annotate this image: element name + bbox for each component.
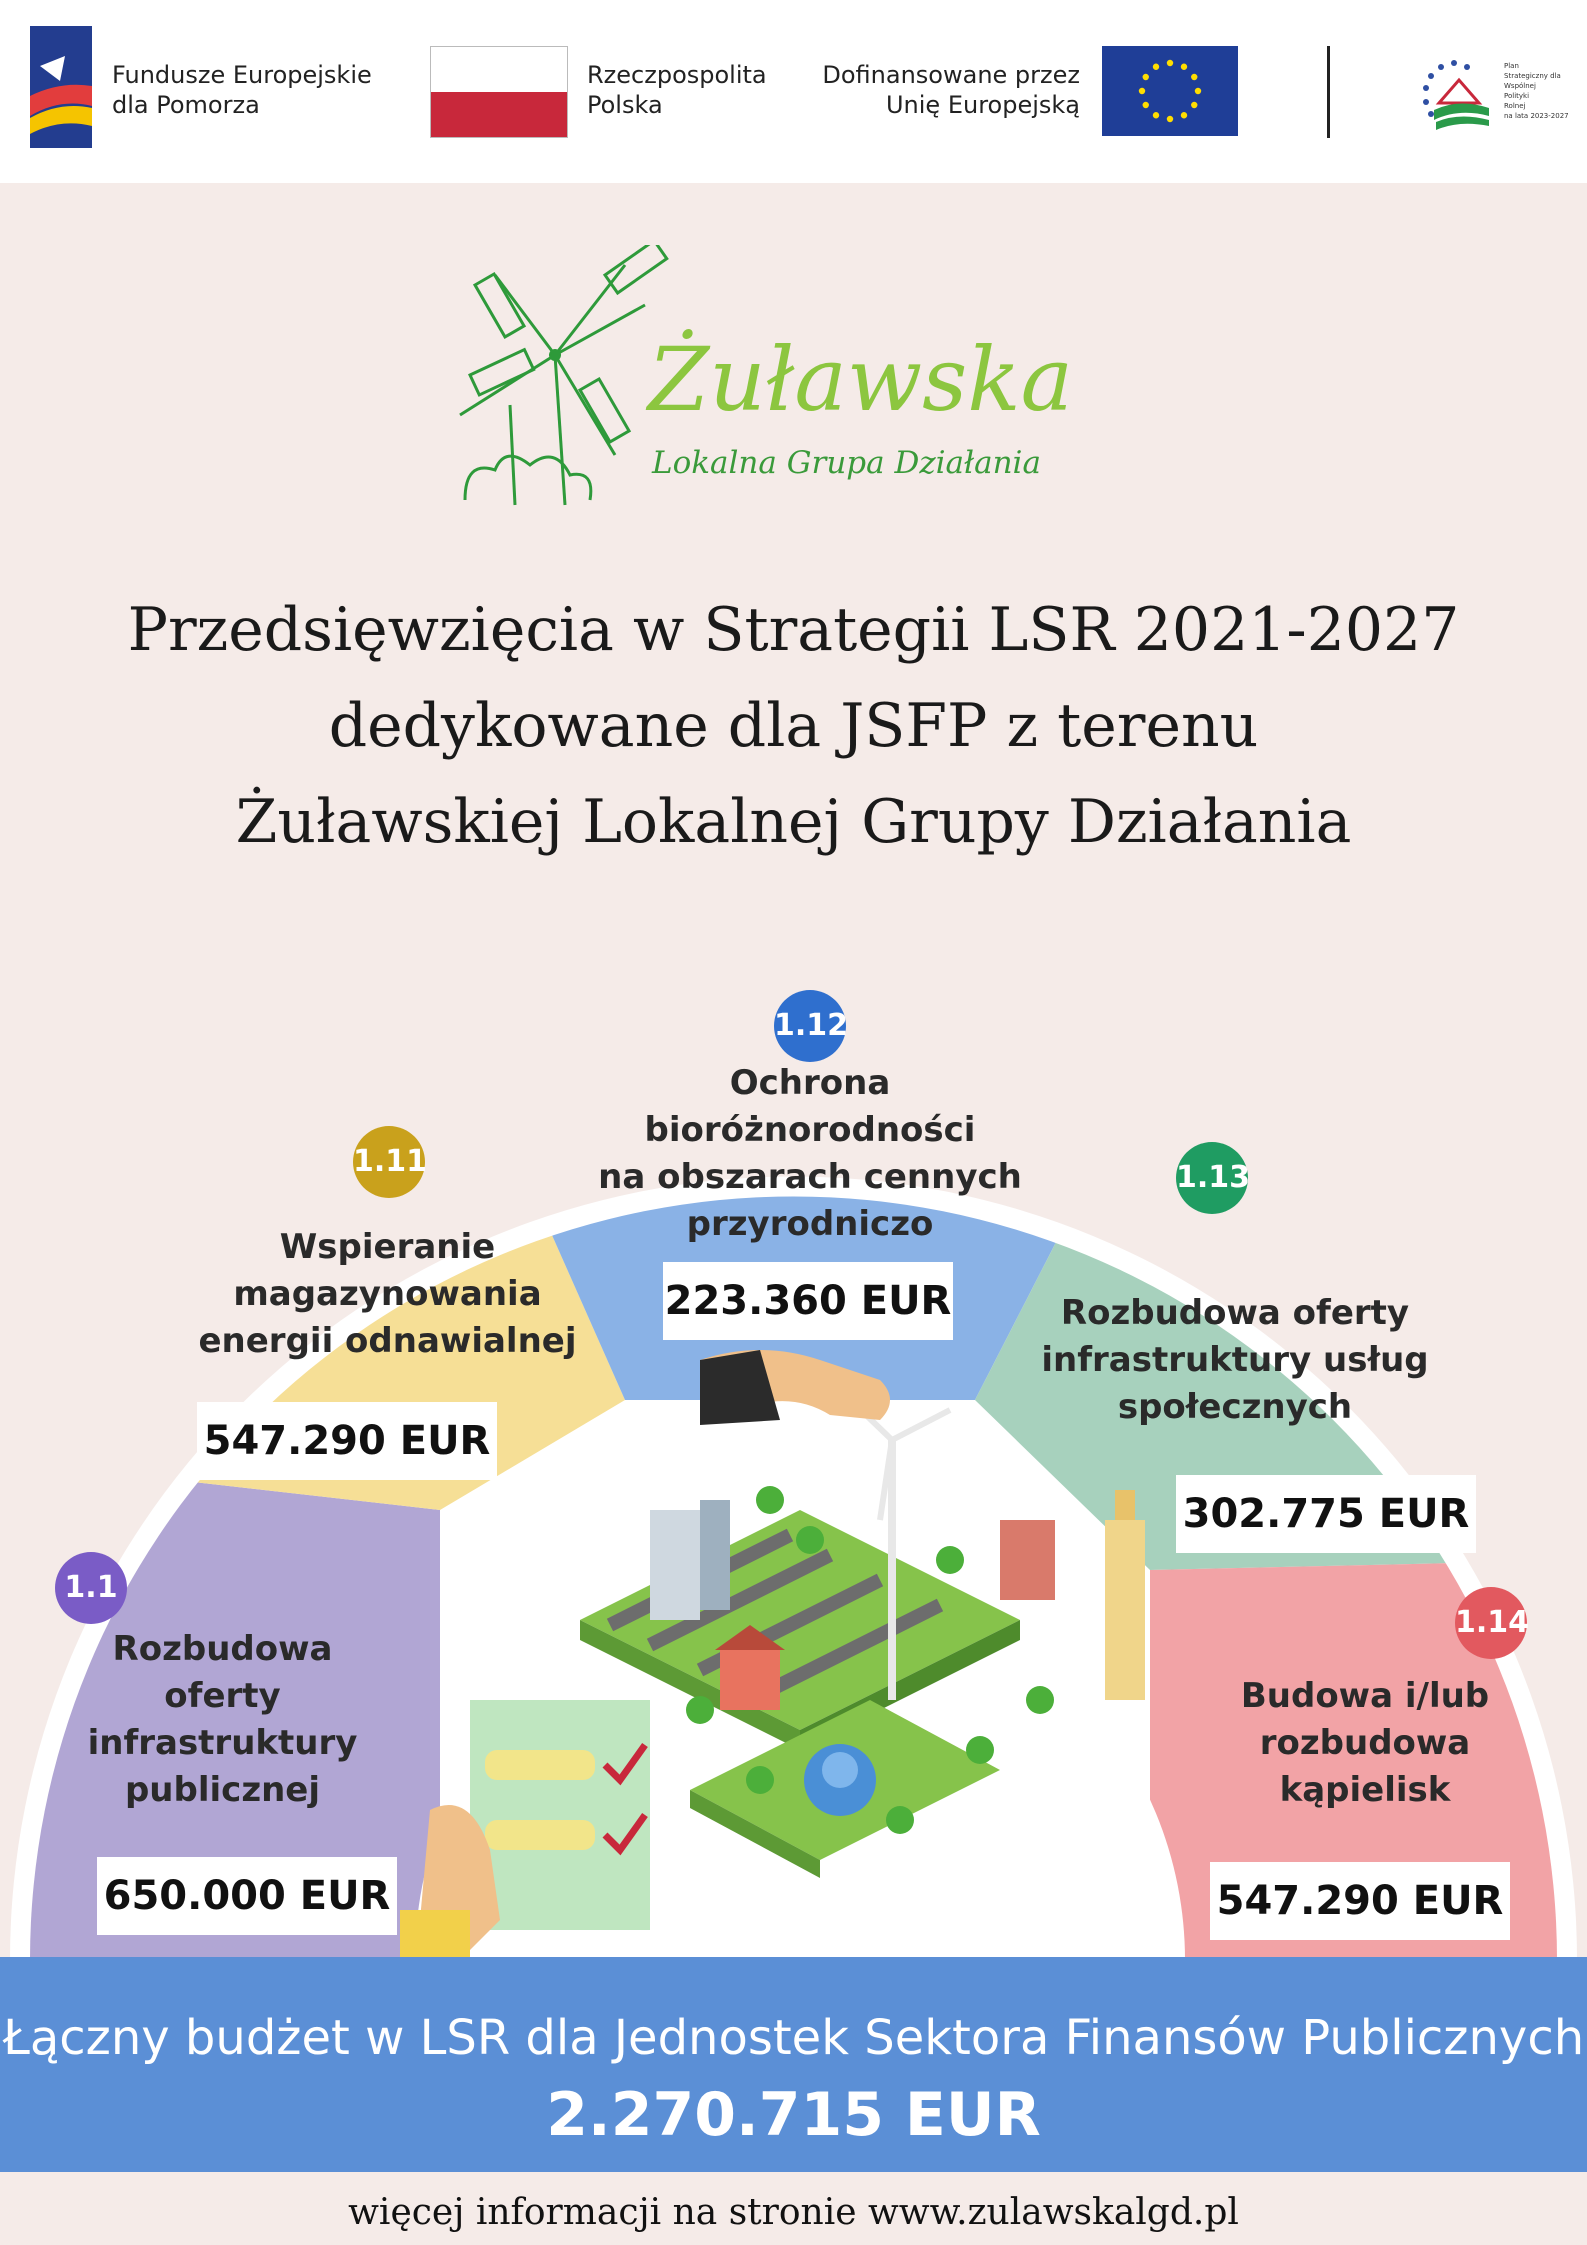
eu-star-icon xyxy=(1153,112,1159,118)
european-funds-logo xyxy=(30,26,92,148)
segment-1-13-label xyxy=(1030,1290,1440,1431)
title-line1: Przedsięwzięcia w Strategii LSR 2021-2027 xyxy=(127,595,1460,665)
segment-1-12-line2: bioróżnorodności xyxy=(644,1110,976,1150)
psp-text-line4: Polityki xyxy=(1504,92,1530,100)
eu-star-icon xyxy=(1191,102,1197,108)
eu-star-icon xyxy=(1143,102,1149,108)
fe-text-line1: Fundusze Europejskie xyxy=(112,61,372,89)
segment-1-12-amount: 223.360 EUR xyxy=(663,1262,953,1340)
page-title xyxy=(40,582,1547,870)
segment-1-11-label xyxy=(170,1224,605,1365)
eu-star-icon xyxy=(1181,112,1187,118)
eu-star-icon xyxy=(1195,88,1201,94)
rp-text-line2: Polska xyxy=(587,91,663,119)
segment-1-1-amount: 650.000 EUR xyxy=(97,1857,397,1935)
segment-1-1-line4: publicznej xyxy=(124,1770,321,1810)
segment-1-1-label xyxy=(45,1626,400,1814)
segment-1-11-badge: 1.11 xyxy=(353,1126,425,1198)
title-line2: dedykowane dla JSFP z terenu xyxy=(328,691,1259,761)
polish-flag-icon xyxy=(430,46,568,138)
title-line3: Żuławskiej Lokalnej Grupy Działania xyxy=(235,787,1352,857)
segment-1-11-amount: 547.290 EUR xyxy=(197,1402,497,1480)
eu-star-icon xyxy=(1191,74,1197,80)
segment-1-1-line2: oferty xyxy=(164,1676,281,1716)
psp-text-line6: na lata 2023-2027 xyxy=(1504,112,1569,120)
eu-star-icon xyxy=(1167,60,1173,66)
segment-1-12-line3: na obszarach cennych xyxy=(598,1157,1022,1197)
total-budget-label: Łączny budżet w LSR dla Jednostek Sektora Finansów Publicznych xyxy=(2,2010,1585,2066)
footer-info: więcej informacji na stronie www.zulawskalgd.pl xyxy=(348,2192,1239,2233)
segment-1-12-line1: Ochrona xyxy=(729,1063,891,1103)
segment-1-14-line1: Budowa i/lub xyxy=(1240,1676,1490,1716)
polish-republic-text xyxy=(587,60,767,120)
eu-flag-icon xyxy=(1102,46,1238,136)
segment-1-12-label xyxy=(560,1060,1060,1248)
segment-1-11-line3: energii odnawialnej xyxy=(198,1321,577,1361)
psp-text-line2: Strategiczny dla xyxy=(1504,72,1561,80)
segment-1-11-line2: magazynowania xyxy=(233,1274,542,1314)
segment-1-14-line2: rozbudowa xyxy=(1259,1723,1471,1763)
eu-cofinanced-text xyxy=(822,60,1080,120)
fe-text-line2: dla Pomorza xyxy=(112,91,260,119)
segment-1-11-line1: Wspieranie xyxy=(279,1227,496,1267)
eu-star-icon xyxy=(1153,64,1159,70)
segment-1-14-label xyxy=(1230,1673,1500,1814)
eu-text-line1: Dofinansowane przez xyxy=(822,61,1080,89)
segment-1-13-amount: 302.775 EUR xyxy=(1176,1475,1476,1553)
segment-1-1-line3: infrastruktury xyxy=(87,1723,358,1763)
lgd-name: Żuławska xyxy=(648,328,1074,431)
segment-1-1-badge: 1.1 xyxy=(55,1552,127,1624)
segment-1-12-line4: przyrodniczo xyxy=(686,1204,934,1244)
eu-star-icon xyxy=(1139,88,1145,94)
segment-1-13-badge: 1.13 xyxy=(1176,1142,1248,1214)
segment-1-12-badge: 1.12 xyxy=(774,990,846,1062)
psp-text-line1: Plan xyxy=(1504,62,1519,70)
psp-text-line5: Rolnej xyxy=(1504,102,1526,110)
segment-1-13-line3: społecznych xyxy=(1117,1387,1353,1427)
eu-text-line2: Unię Europejską xyxy=(885,91,1080,119)
segment-1-1-line1: Rozbudowa xyxy=(112,1629,333,1669)
segment-1-14-line3: kąpielisk xyxy=(1279,1770,1451,1810)
lgd-subtitle: Lokalna Grupa Działania xyxy=(652,445,1041,481)
divider xyxy=(1327,46,1330,138)
eu-star-icon xyxy=(1181,64,1187,70)
total-budget-value: 2.270.715 EUR xyxy=(546,2080,1041,2150)
european-funds-text xyxy=(112,60,372,120)
rp-text-line1: Rzeczpospolita xyxy=(587,61,767,89)
logo-bar xyxy=(0,0,1587,183)
segment-1-13-line1: Rozbudowa oferty xyxy=(1060,1293,1410,1333)
segment-1-13-line2: infrastruktury usług xyxy=(1041,1340,1429,1380)
eu-star-icon xyxy=(1167,116,1173,122)
psp-text-line3: Wspólnej xyxy=(1504,82,1536,90)
segment-1-14-amount: 547.290 EUR xyxy=(1210,1862,1510,1940)
eu-star-icon xyxy=(1143,74,1149,80)
strategic-plan-logo xyxy=(1414,48,1584,138)
segment-1-14-badge: 1.14 xyxy=(1455,1587,1527,1659)
